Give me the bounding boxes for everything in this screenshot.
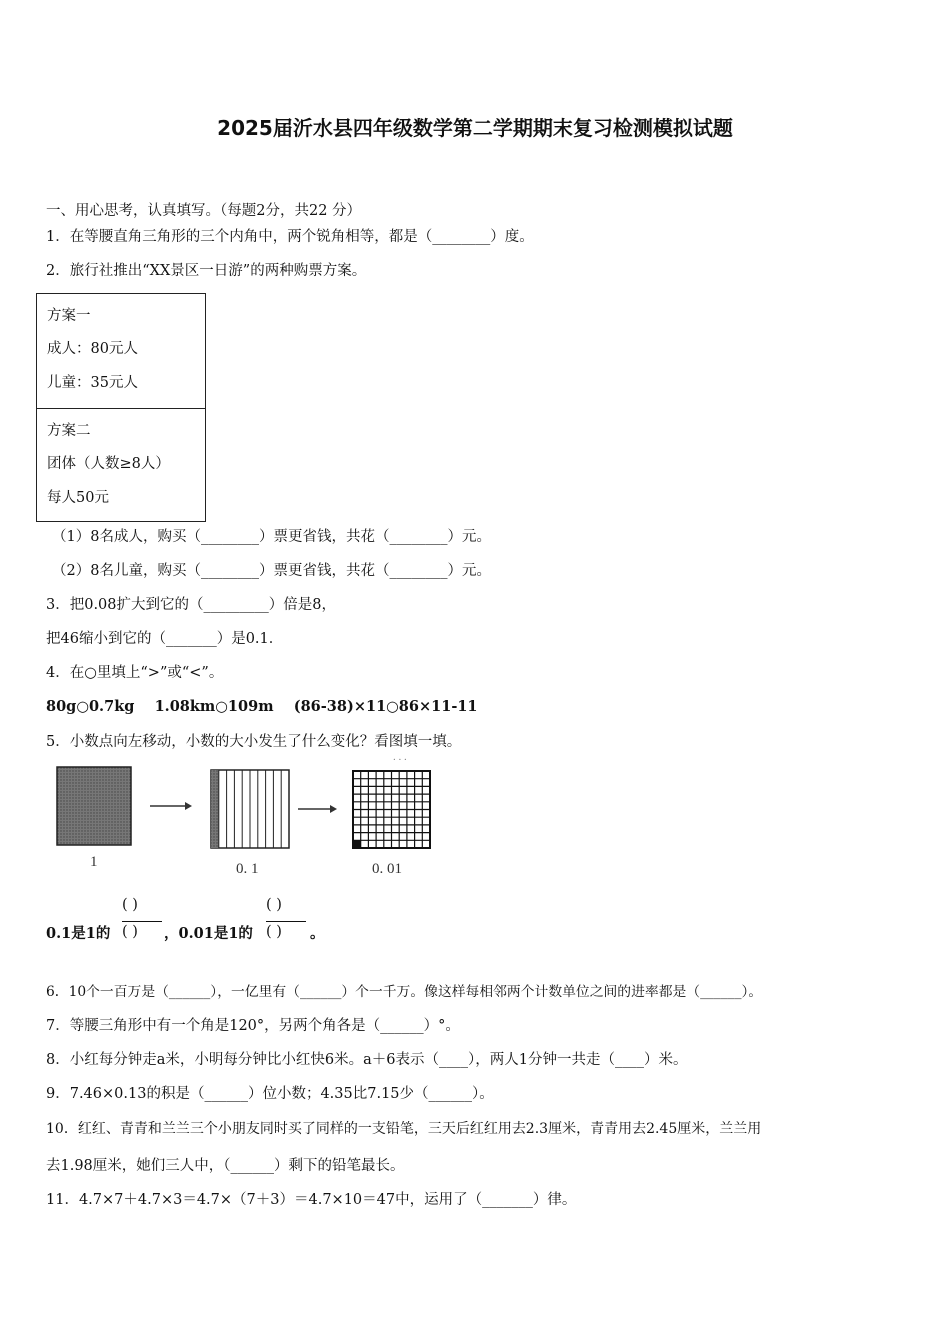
- section-heading: 一、用心思考，认真填写。（每题2分，共22 分）: [46, 203, 362, 219]
- plan1-child: 儿童：35元人: [47, 375, 138, 391]
- question-3a: 3．把0.08扩大到它的（_________）倍是8，: [46, 597, 336, 613]
- question-8: 8．小红每分钟走a米，小明每分钟比小红快6米。a＋6表示（____），两人1分钟一共走（____）米。: [46, 1052, 688, 1068]
- question-5: 5．小数点向左移动，小数的大小发生了什么变化？看图填一填。: [46, 734, 462, 750]
- question-1: 1．在等腰直角三角形的三个内角中，两个锐角相等，都是（________）度。: [46, 229, 534, 245]
- whole-square: [57, 767, 131, 845]
- question-2: 2．旅行社推出“XX景区一日游”的两种购票方案。: [46, 263, 367, 279]
- page-title: 2025届沂水县四年级数学第二学期期末复习检测模拟试题: [217, 116, 733, 140]
- fraction-1-numerator: ( ): [122, 897, 138, 913]
- plan1-adult: 成人：80元人: [47, 341, 138, 357]
- plan-divider: [37, 408, 205, 409]
- question-10a: 10．红红、青青和兰兰三个小朋友同时买了同样的一支铅笔，三天后红红用去2.3厘米，青青用去2.45厘米，兰兰用: [46, 1121, 762, 1137]
- question-3b: 把46缩小到它的（_______）是0.1．: [46, 631, 284, 647]
- label-one: 1: [90, 854, 98, 870]
- q5-answer-part1: 0.1是1的: [46, 925, 111, 942]
- question-11: 11．4.7×7＋4.7×3＝4.7×（7＋3）＝4.7×10＝47中，运用了（_______）律。: [46, 1192, 577, 1208]
- question-6: 6．10个一百万是（______），一亿里有（______）个一千万。像这样每相邻两个计数单位之间的进率都是（______）。: [46, 984, 763, 1000]
- fraction-1-bar: [122, 921, 162, 922]
- fraction-1-denominator: ( ): [122, 924, 138, 940]
- question-4-items: 80g○0.7kg 1.08km○109m (86-38)×11○86×11-11: [46, 698, 478, 715]
- plan2-name: 方案二: [47, 423, 91, 439]
- tenths-square: [211, 770, 289, 848]
- question-4: 4．在○里填上“>”或“<”。: [46, 665, 224, 681]
- fraction-2-denominator: ( ): [266, 924, 282, 940]
- fraction-2-bar: [266, 921, 306, 922]
- hundredths-grid: [353, 751, 430, 848]
- question-2-2: （2）8名儿童，购买（________）票更省钱，共花（________）元。: [52, 563, 491, 579]
- plan2-price: 每人50元: [47, 490, 109, 506]
- ticket-plans-box: [36, 293, 206, 522]
- question-9: 9．7.46×0.13的积是（______）位小数；4.35比7.15少（______）。: [46, 1086, 494, 1102]
- question-2-1: （1）8名成人，购买（________）票更省钱，共花（________）元。: [52, 529, 491, 545]
- svg-text:. . .: . . .: [393, 751, 407, 763]
- q5-answer-part2: ，0.01是1的: [164, 925, 253, 942]
- arrow-right-icon: [150, 802, 192, 810]
- decimal-grid-figure: [0, 740, 950, 880]
- plan1-name: 方案一: [47, 308, 91, 324]
- fraction-2-numerator: ( ): [266, 897, 282, 913]
- q5-answer-part3: 。: [310, 925, 325, 942]
- label-tenth: 0. 1: [236, 861, 259, 877]
- arrow-right-icon: [298, 805, 337, 813]
- plan2-group: 团体（人数≥8人）: [47, 456, 170, 472]
- question-7: 7．等腰三角形中有一个角是120°，另两个角各是（______）°。: [46, 1018, 460, 1034]
- question-10b: 去1.98厘米，她们三人中，（______）剩下的铅笔最长。: [46, 1158, 405, 1174]
- label-hundredth: 0. 01: [372, 861, 402, 877]
